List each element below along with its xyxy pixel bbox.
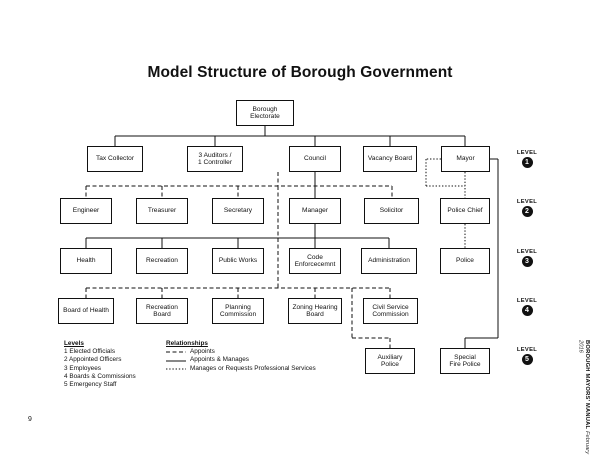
level-number-badge: 5 (522, 354, 533, 365)
node-planning-commission: Planning Commission (212, 298, 264, 324)
node-recreation-board: Recreation Board (136, 298, 188, 324)
node-tax-collector: Tax Collector (87, 146, 143, 172)
node-borough-electorate: Borough Electorate (236, 100, 294, 126)
level-word: LEVEL (516, 249, 538, 255)
node-public-works: Public Works (212, 248, 264, 274)
legend-level-item: 3 Employees (64, 364, 101, 372)
node-code-enforcement: Code Enforcecemnt (289, 248, 341, 274)
node-board-of-health: Board of Health (58, 298, 114, 324)
level-marker-4 (512, 298, 542, 316)
node-auditors-controller: 3 Auditors / 1 Controller (187, 146, 243, 172)
level-number-badge: 4 (522, 305, 533, 316)
node-treasurer: Treasurer (136, 198, 188, 224)
legend-level-item: 1 Elected Officials (64, 348, 116, 356)
legend-relationship-label: Appoints (190, 348, 215, 356)
node-engineer: Engineer (60, 198, 112, 224)
level-number-badge: 3 (522, 256, 533, 267)
legend-level-item: 4 Boards & Commissions (64, 372, 136, 380)
node-recreation: Recreation (136, 248, 188, 274)
node-special-fire-police: Special Fire Police (440, 348, 490, 374)
level-word: LEVEL (516, 347, 538, 353)
level-marker-1 (512, 150, 542, 168)
page-number: 6 (28, 414, 32, 421)
node-zoning-hearing-board: Zoning Hearing Board (288, 298, 342, 324)
legend-relationship-label: Manages or Requests Professional Services (190, 364, 316, 372)
node-police: Police (440, 248, 490, 274)
level-word: LEVEL (516, 298, 538, 304)
node-solicitor: Solicitor (364, 198, 419, 224)
node-mayor: Mayor (441, 146, 490, 172)
side-title: BOROUGH MAYORS' MANUAL (584, 340, 590, 430)
level-word: LEVEL (516, 150, 538, 156)
solid-line-icon (166, 359, 186, 363)
node-administration: Administration (361, 248, 417, 274)
level-number-badge: 2 (522, 206, 533, 217)
node-civil-service-commission: Civil Service Commission (363, 298, 418, 324)
legend-level-item: 2 Appointed Officers (64, 356, 122, 364)
page-title: Model Structure of Borough Government (147, 64, 453, 81)
node-secretary: Secretary (212, 198, 264, 224)
legend-levels (64, 340, 136, 389)
legend-relationship-label: Appoints & Manages (190, 356, 249, 364)
legend-levels-heading: Levels (64, 340, 84, 347)
node-health: Health (60, 248, 112, 274)
level-number-badge: 1 (522, 157, 533, 168)
legend-relationships (166, 340, 316, 373)
node-council: Council (289, 146, 341, 172)
legend-level-item: 5 Emergency Staff (64, 381, 117, 389)
level-word: LEVEL (516, 199, 538, 205)
dashed-line-icon (166, 350, 186, 354)
node-police-chief: Police Chief (440, 198, 490, 224)
dotted-line-icon (166, 367, 186, 371)
legend-relationship-appoints (166, 348, 316, 356)
node-vacancy-board: Vacancy Board (363, 146, 417, 172)
side-footer (577, 340, 590, 464)
level-marker-5 (512, 347, 542, 365)
node-auxiliary-police: Auxiliary Police (365, 348, 415, 374)
legend-relationship-services (166, 365, 316, 373)
legend-relationships-heading: Relationships (166, 340, 208, 347)
node-manager: Manager (289, 198, 341, 224)
level-marker-3 (512, 249, 542, 267)
level-marker-2 (512, 199, 542, 217)
legend-relationship-appoints-manages (166, 356, 316, 364)
side-date: February 2016 (577, 340, 590, 455)
